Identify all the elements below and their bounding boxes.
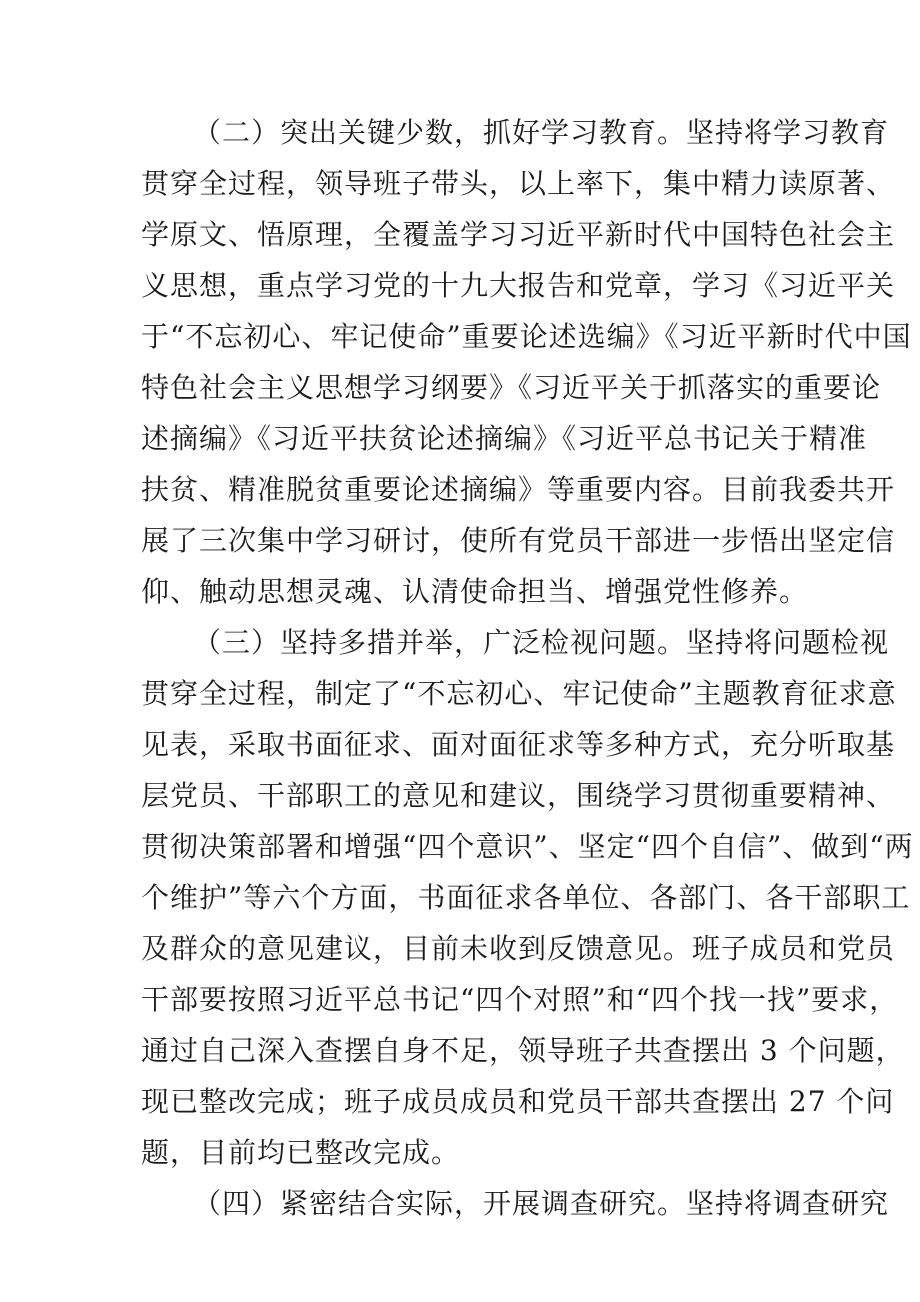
text-line: 学原文、悟原理，全覆盖学习习近平新时代中国特色社会主 bbox=[141, 218, 896, 251]
text-line: 展了三次集中学习研讨，使所有党员干部进一步悟出坚定信 bbox=[141, 524, 896, 557]
text-line: 层党员、干部职工的意见和建议，围绕学习贯彻重要精神、 bbox=[141, 779, 896, 812]
text-line: 通过自己深入查摆自身不足，领导班子共查摆出 3 个问题， bbox=[141, 1034, 905, 1067]
text-line: 于“不忘初心、牢记使命”重要论述选编》《习近平新时代中国 bbox=[141, 320, 912, 353]
paragraph-3-heading-line: （三）坚持多措并举，广泛检视问题。坚持将问题检视 bbox=[193, 626, 890, 659]
text-line: 贯穿全过程，制定了“不忘初心、牢记使命”主题教育征求意 bbox=[141, 677, 897, 710]
paragraph-2-heading-line: （二）突出关键少数，抓好学习教育。坚持将学习教育 bbox=[193, 116, 890, 149]
text-line: 仰、触动思想灵魂、认清使命担当、增强党性修养。 bbox=[141, 575, 809, 608]
text-line: 干部要按照习近平总书记“四个对照”和“四个找一找”要求， bbox=[141, 983, 899, 1016]
text-line: 题，目前均已整改完成。 bbox=[141, 1136, 461, 1169]
text-line: 述摘编》《习近平扶贫论述摘编》《习近平总书记关于精准 bbox=[141, 422, 868, 455]
paragraph-4-heading-line: （四）紧密结合实际，开展调查研究。坚持将调查研究 bbox=[193, 1187, 890, 1220]
text-line: 贯穿全过程，领导班子带头，以上率下，集中精力读原著、 bbox=[141, 167, 896, 200]
text-line: 义思想，重点学习党的十九大报告和党章，学习《习近平关 bbox=[141, 269, 896, 302]
text-line: 见表，采取书面征求、面对面征求等多种方式，充分听取基 bbox=[141, 728, 896, 761]
text-line: 现已整改完成；班子成员成员和党员干部共查摆出 27 个问 bbox=[141, 1085, 895, 1118]
text-line: 扶贫、精准脱贫重要论述摘编》等重要内容。目前我委共开 bbox=[141, 473, 896, 506]
text-line: 贯彻决策部署和增强“四个意识”、坚定“四个自信”、做到“两 bbox=[141, 830, 914, 863]
text-line: 及群众的意见建议，目前未收到反馈意见。班子成员和党员 bbox=[141, 932, 896, 965]
text-line: 个维护”等六个方面，书面征求各单位、各部门、各干部职工 bbox=[141, 881, 911, 914]
text-line: 特色社会主义思想学习纲要》《习近平关于抓落实的重要论 bbox=[141, 371, 882, 404]
